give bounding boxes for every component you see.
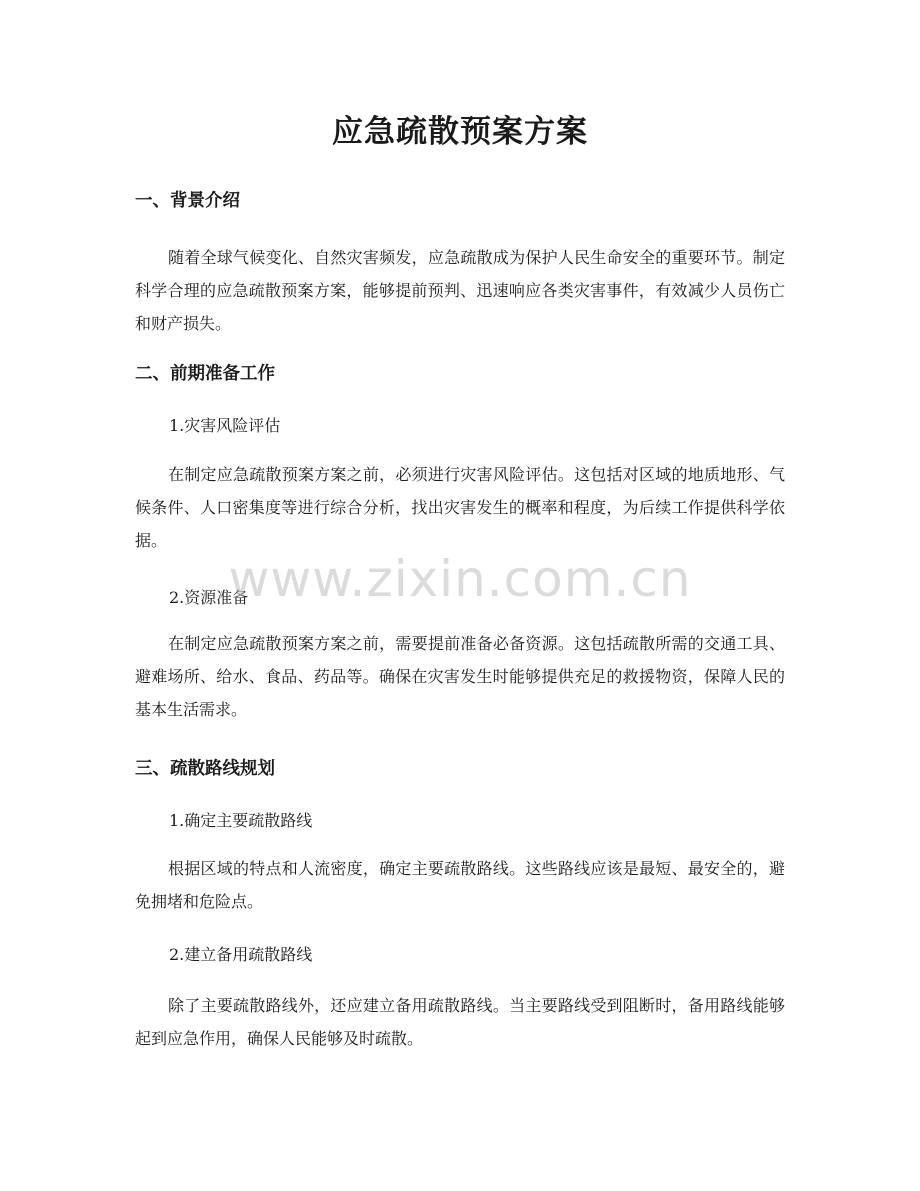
section-heading-preparation: 二、前期准备工作 [135,364,275,384]
paragraph-main-route: 根据区域的特点和人流密度，确定主要疏散路线。这些路线应该是最短、最安全的，避免拥堵和危险点。 [135,859,785,911]
subheading-risk-assessment: 1.灾害风险评估 [169,416,281,435]
subheading-main-route: 1.确定主要疏散路线 [169,811,313,830]
subheading-resource-preparation: 2.资源准备 [169,588,249,607]
document-title: 应急疏散预案方案 [332,114,588,150]
section-heading-background: 一、背景介绍 [135,191,240,211]
subheading-backup-route: 2.建立备用疏散路线 [169,945,313,964]
paragraph-risk-assessment: 在制定应急疏散预案方案之前，必须进行灾害风险评估。这包括对区域的地质地形、气候条件、人口密集度等进行综合分析，找出灾害发生的概率和程度，为后续工作提供科学依据。 [135,465,785,550]
paragraph-resource-preparation: 在制定应急疏散预案方案之前，需要提前准备必备资源。这包括疏散所需的交通工具、避难场所、给水、食品、药品等。确保在灾害发生时能够提供充足的救援物资，保障人民的基本生活需求。 [135,634,785,719]
paragraph-backup-route: 除了主要疏散路线外，还应建立备用疏散路线。当主要路线受到阻断时，备用路线能够起到应急作用，确保人民能够及时疏散。 [135,996,785,1048]
paragraph-background: 随着全球气候变化、自然灾害频发，应急疏散成为保护人民生命安全的重要环节。制定科学合理的应急疏散预案方案，能够提前预判、迅速响应各类灾害事件，有效减少人员伤亡和财产损失。 [135,248,785,333]
watermark: www.zixin.com.cn [228,550,692,608]
section-heading-route-planning: 三、疏散路线规划 [135,759,275,779]
